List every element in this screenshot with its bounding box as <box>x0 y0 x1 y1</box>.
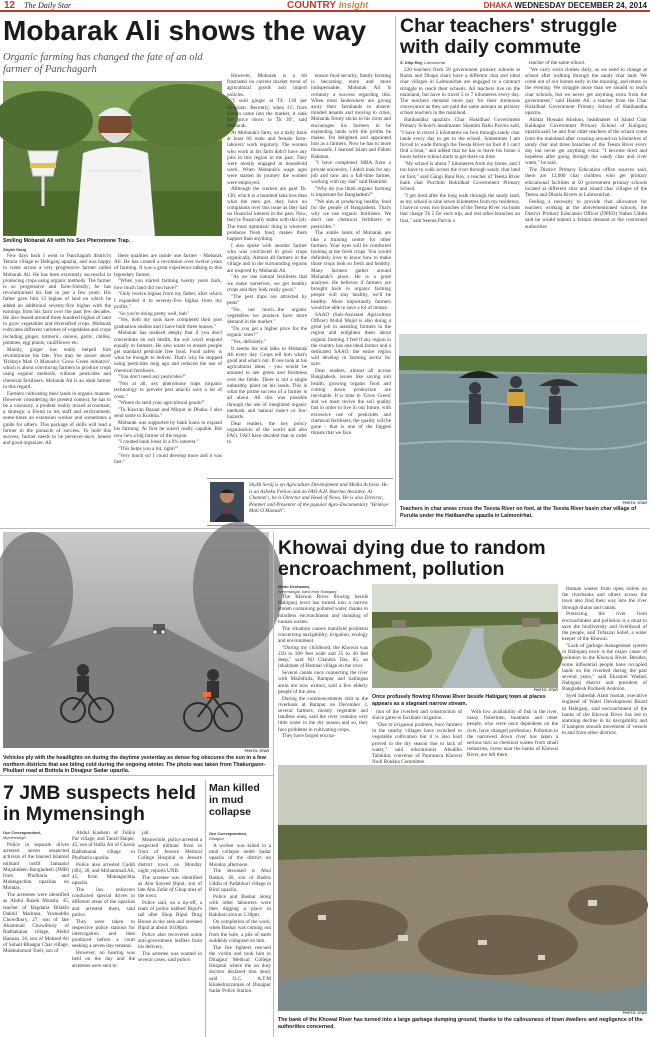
byline-name: Minto Deshwara, <box>278 584 310 589</box>
paragraph: "We aim at producing healthy food for the people of Bangladesh. That's why we use organic fertilisers. We don't use chemical fertilisers or pesticides." <box>311 198 391 230</box>
paragraph: A worker was killed in a mud collapse under Sadar upazila of the district on Monday afternoon. <box>209 843 271 868</box>
byline-location: Mymensingh <box>3 835 26 840</box>
mobarak-photo <box>3 81 222 236</box>
author-infobox <box>207 478 393 526</box>
byline-location: Lalmonirhat <box>424 60 446 65</box>
paragraph: Syed Saheduk Alam Suman, executive engineer of Water Development Board in Habiganj, said encroachment of the banks of the Khowai River has led to alarming decline in its navigability and if hampers smooth movement of vessels to and from other districts. <box>562 693 647 737</box>
paragraph: However, Mobarak is a bit frustrated on current market trend of agricultural goods and import policies. <box>227 73 307 98</box>
khowai-headline: Khowai dying due to random encroachment, pollution <box>278 537 546 580</box>
paragraph: Police also arrested Cuddi (Jlb), 30, and Mohammad Ali, 45, from Muktagachha upazila. <box>72 861 135 887</box>
paragraph: On completion of the work, when Bashar was coming out from the hole, a pile of earth suddenly collapsed on him. <box>209 919 271 944</box>
paragraph: Meanwhile, police arrested a suspected militant from in front of Jessore Medical College Hospital in Jessore district town on Monday night, reports UNB. <box>138 836 202 874</box>
paragraph: 220 teachers from 50 government primary schools at Ruma and Dhapa chars have a different chat and ideal char villages in Lalmonirhat are engaged to a contract struggle to reach their schools. All teachers live on the mainland, but have to travel 5 to 7 kilometres every day. The teachers demand more pay for their strenuous conveyance as they are paid the same amount as primary school teachers in the mainland. <box>400 67 520 117</box>
dateline <box>484 1 647 10</box>
farmer-illustration <box>3 81 222 236</box>
paragraph: "Where do send your agricultural goods?" <box>118 400 206 407</box>
teachers-photo-caption: Teachers in char areas cross the Teesta River on foot, at the Teesta River basin char village of Purulia under the Hatibandha upazila in Lalmonirhat. <box>400 506 637 519</box>
byline-location: Sreemangal, back from Habiganj <box>278 589 337 594</box>
fog-photo-credit: PHOTO: STAR <box>244 749 269 753</box>
paragraph: "No, not much...the organic vegetables we produce have more demand in the market." <box>227 306 307 326</box>
paragraph: "Due to irrigation problem, boro farmers in the nearby villages have switched to vegetable cultivation but it is also hard proved to the dry season due to lack of water," said educationist Abuddin Talukdar, convenor of Paurasava Khowai Nodi Bokkha Committee. <box>372 722 462 766</box>
byline-name: S. Dilip Roy, <box>400 60 424 65</box>
column-divider <box>205 780 206 1037</box>
khowai-photo <box>372 584 558 688</box>
paragraph: "I created bank loner in a 6% interest." <box>118 439 199 446</box>
paragraph: The arable lands of Mobarak are like a training centre for other farmers. Your eyes will be comforted looking at the fresh crops. You would definitely love to know how to make those crops look so fresh and healthy. Many farmers gather around Mobarak's place. He is a great analyser. He believes if farmers are brought back to organic farming people will stay healthy, we'll be healthy. More importantly farmers would be able to save a lot of money. <box>311 230 391 311</box>
paragraph: Police said, on a tip-off, a team of police nabbed Bipul's tail after Shop Bipul Drug House in the area and arrested Bipul at about 10.00pm. <box>138 900 202 931</box>
paragraph: teacher of the same school. <box>529 60 586 66</box>
paragraph: Several canals once connecting the river with Maiinfulla, Bampur and Saltingan areas are now extinct, said a few elderly people of the area. <box>278 670 368 695</box>
paragraph: Mobarak was supported by bank loans to expand his farming. At first he wasn't really capable. But now he's a big farmer of the region. <box>114 420 222 439</box>
mobarak-col2 <box>114 253 222 548</box>
paragraph: The situation causes manifold problems concerning navigability, irrigation, ecology and environment. <box>278 625 368 645</box>
jmb-col3 <box>138 830 202 1037</box>
paragraph: Few days back I went to Panchagarh district's Tetulia village to Debiganj upazila, and was happy to come across a very progressive farmer called Mobarak Ali. He has been extremely successful in producing crops using organic methods. The farmer is so progressive and farm-friendly; he has revolutionised his fate in just a few years. His father gave him 12 bighas of land on which he added an additional seventy-five bighas with the earnings from his farm over the past few decades. He also leased around three hundred bighas of land to grow vegetables and diversified crops. Mobarak cultivates different varieties of vegetables and crops including ginger, turmeric, onions, garlic, chilies, potatoes, egg plants, cauliflower etc. <box>3 253 111 346</box>
river-crossing-illustration <box>399 334 647 500</box>
paragraph: Feeling a necessity to provide char allowance for teachers working at the abovementioned schools, the District Primary Education Officer (DPEO) Nabez Uddin said he would submit a formal demand to the concerned authorities <box>525 198 647 230</box>
khowai-garbage-photo <box>278 765 647 1011</box>
author-portrait <box>210 482 244 522</box>
paragraph: Although the women are paid Tk. 130, which is a hundred taka less than what the men get, they have no complaints over this issue as they had no financial interest in the past. Now, they're financially stable with this job. The most optimistic thing is whoever produces fresh food, makes them happier than anything. <box>227 186 307 243</box>
paragraph: "I get tired after the long walk through the sandy land, as my school is nine seven kilometres from my residence. I have to cross two branches of the Teesta River via boats that charge Tk 5 for each trip, and rest other branches on foot," said Seema Parvin a <box>400 192 520 224</box>
paragraph: At Mobarak's farm, on a daily basis at least 60 male and female farm-laborers' work regularly. The women who work at his farm didn't have any jobs in this region in the past. They were mostly engaged in household work. When Mobarak's wage ages were started its journey the women were employed. <box>227 130 307 186</box>
khowai-garbage-photo-credit: PHOTO: STAR <box>622 1011 647 1015</box>
paragraph: The arrestees were identified as Abdul Razek Munshi, 45, teacher of Bagdaria Bilakhi Dakhil Madrasa, Yusnuddin Chowdhury, 27, son of late Ahammad Chowdhury of Radhakanai village, Abdul Hannan, 26, son of Moksed Ali of Sohail Bhaagar Char village, Mokbulnmod Toeli, son of <box>3 892 69 955</box>
khowai-col3 <box>467 709 558 761</box>
garbage-bank-illustration <box>278 765 647 1011</box>
teachers-photo-credit: PHOTO: STAR <box>622 501 647 505</box>
khowai-photo-credit: PHOTO: STAR <box>533 688 558 692</box>
foggy-road-illustration <box>3 532 269 748</box>
teachers-col2 <box>525 60 647 332</box>
paragraph: "To Kawran Bazaar and Mirpur in Dhaka. I also send some to Kushtia." <box>114 407 222 420</box>
fog-photo-caption: Vehicles ply with the headlights on during the daytime yesterday as dense fog obscures the sun in a few northern districts that see biting cold during the ongoing winter. The photo was taken from Thakurgaon-Phulbari road at Bottola in Dinajpur Sadar upazila. <box>3 755 266 775</box>
byline-name: Our Correspondent, <box>3 830 42 835</box>
paragraph: The fire fighters rescued the victim and took him to Dinajpur Medical College Hospital where the on duty doctors declared him dead, said O.C. A.T.M Khaledruzzaman of Dinajpur Sadar Police Station. <box>209 944 271 995</box>
paragraph: Akhtar Hossain Khokon, headmaster of Island Char Kalikapur Government Primary School of Kaligonj upazila said, he and four other teachers of the school come from the mainland after crossing around six kilometres of sandy char and three branches of the Teesta River every day but never get anything extra. "I become tired and hopeless after going through the sandy char and river water," he said. <box>525 117 647 167</box>
khowai-photo-caption: Once profusely flowing Khowai River beside Habiganj town at places appears as a stagnant narrow stream. <box>372 694 546 707</box>
mobarak-deck: Organic farming has changed the fate of an old farmer of Panchagarh <box>3 52 203 75</box>
mobarak-col1 <box>3 253 111 548</box>
teachers-col1 <box>400 67 520 332</box>
paragraph: During the commencements visit to the riverbank at Bampur on December 3, several farmers, mostly vegetable and landless ones, said the river contains very little water in the dry season and so, they face problems in cultivating crops. <box>278 695 368 733</box>
jmb-col2 <box>72 830 135 1037</box>
paragraph: "I sold ginger at Tk. 130 per kilogram. Recently, when I.C from Kerala came into the market, it sank the price down to Tk 30", said Mobarak. <box>227 98 307 130</box>
paragraph: They have forged encroa- <box>282 733 336 740</box>
paragraph: "Only twelve bighas from my father, after which I expanded it to seventy-five bighas from my profits." <box>114 291 222 310</box>
paragraph: "The pest traps are attracted by pests" <box>227 293 307 306</box>
paragraph: "You don't need any pesticides?" <box>118 374 187 381</box>
mobarak-byline: Shykh Seraj <box>3 247 26 252</box>
paragraph: The arrestee was identified as Abu Sayeed Bipul, son of late Abu Zafar of Ghop area of the town. <box>138 874 202 900</box>
paragraph: "This helps you a lot, right?" <box>118 446 178 453</box>
paragraph: They were taken to respective police stations for interrogation and then produced before a court seeking a seven-day remand. <box>72 918 135 950</box>
teachers-byline <box>400 60 520 65</box>
dateline-city: DHAKA <box>483 1 513 10</box>
column-divider <box>395 16 396 527</box>
khowai-col4 <box>562 586 647 761</box>
mobarak-headline: Mobarak Ali shows the way <box>3 15 367 46</box>
jmb-headline: 7 JMB suspects held in Mymensingh <box>3 782 196 825</box>
paragraph: The arrestee was wanted in several cases, said police. <box>138 950 202 964</box>
khowai-col1 <box>278 594 368 761</box>
paragraph: The deceased is Abul Bashar, 40, son of Badriz Uddin of Padabhari village in Birol upazila. <box>209 868 271 894</box>
section-divider <box>0 528 650 529</box>
paragraph: Abdul Kashem of Tulkia Par village, and Tanzil Haque, 45, son of Hafiz Ali of Chawk Radhakanai village in Phulbaria upazila. <box>72 830 135 861</box>
paragraph: Hatibandha upazila's Char Hokidhad Government Primary School's headmaster Shamim Rahu Parvez said, "I have to travel 5 kilometres on foot through sandy char lands every day to get to the school. Sometimes I am forced to wade through the Teesta River on foot if I can't find a boat," and added that he has to leave his home 3 hours before school starts to get there on time. <box>400 117 520 161</box>
paragraph: "When you started farming twenty years back, how much land did you have?" <box>114 278 222 291</box>
paragraph: Dear readers, the key policy organisation of the world and also FAO, FAO have decided that in order to <box>227 420 307 446</box>
byline-location: Dinajpur <box>209 836 224 841</box>
paragraph: these qualities are inside one farmer - Mobarak Ali. He has created a revolution over twelve years of farming. It was a great experience talking to this legendary farmer. <box>114 253 222 278</box>
paragraph: jail. <box>142 830 150 836</box>
mobarak-col3 <box>227 73 307 478</box>
paragraph: However, no hearing was held on the day and the arrestees were sent to <box>72 950 135 969</box>
jmb-col1 <box>3 842 69 1037</box>
paragraph: Police in separate drives arrested seven suspected activists of the banned Islamist militant outfit Jamaatul Mujahideen Bangladesh (JMB) from Phulbaria and Muktagachha upazilas on Monday. <box>3 842 69 892</box>
masthead-bar <box>0 0 650 12</box>
author-bio: Shykh Seraj is an Agriculture Development and Media Activist. He is an Ashoka Fellow and an FAO A.H. Boerma Awardee. At Channel i, he is Director and Head of News. He is also Director, Planner and Presenter of the popular Agro-Documentary "Hridoye Mati O Manush". <box>249 482 389 515</box>
paragraph: tion of the riverbed and construction of sluice gates to facilitate irrigation. <box>372 709 462 722</box>
paragraph: "As we use natural fertilisers that we make ourselves, we get healthy crops and they look really good." <box>227 274 307 293</box>
section-subtitle: Insight <box>338 0 369 10</box>
paragraph: "Very much so! I could develop more and it was fast." <box>114 453 222 466</box>
paragraph: "We carry extra clothes daily, as we need to change at school after walking through the sandy char land. We come out of our homes early in the morning, and return in the evening. We struggle more than we should to reach char schools, but we never get anything extra from the government," said Haider Ali, a teacher from the Char Hokidhad Government Primary School of Hatibandha upazila. <box>525 66 647 117</box>
paragraph: Protecting the river from encroachment and pollution is a must to save the biodiversity and livelihood of the people, said Tofazzal Sohel, a water keeper of the Khowai. <box>562 611 647 643</box>
paragraph: ensure food security, family farming is becoming more and more indispensable. Mobarak Ali is certainly a success regarding this. When most landowners are giving away their farmlands to absent-minded tenants and moving to cities, Mobarak firmly sticks to his roots and encourages his farmers to be expanding lands with the profits he makes. I'm delighted and appointed him as a farmers. Now he has to more thousands. I learned Islam and Fahmi Rahman. <box>311 73 391 160</box>
paragraph: I also spoke with another farmer who was convinced to grow crops organically. Almost all farmers in the village and in the surrounding regions are inspired by Mobarak Ali. <box>227 242 307 274</box>
teachers-headline: Char teachers' struggle with daily commute <box>400 15 618 58</box>
paragraph: "Why do you think organic farming is important for Bangladesh?" <box>311 185 391 199</box>
mobarak-photo-caption: Smiling Mobarak Ali with his Sex Pheromone Trap. <box>3 238 131 244</box>
paragraph: "My school is about 7 kilometres from my home, and I too have to walk across the river through sandy char land on foot," said Gangi Rani Roy, a teacher of Teesta River bank char Purchim Hokidhad Government Primary School. <box>400 161 520 193</box>
fog-photo <box>3 532 269 748</box>
byline-name: Our Correspondent, <box>209 831 248 836</box>
paragraph: It seems the soil talks to Mobarak Ali every day. Crops tell him what's good and what's not. If one look at his agricultural ideas - you would be amazed to see green and freshness over the fields. There is not a single unhealthy plant on his lands. This is what the prime success of a farmer is all about. All this was possible through the use of integrated organic methods and natural insect or bio-hazards. <box>227 345 307 420</box>
paragraph: Police and Bashar along with other labourers were then digging a place in Balubari area at 3.30pm. <box>209 893 271 919</box>
paragraph: "Not at all, sex pheromone traps (organic technology to prevent pest attack) save a lot of costs." <box>114 381 222 400</box>
river-stream-illustration <box>372 584 558 688</box>
khowai-col2 <box>372 709 462 766</box>
page-number: 12 <box>4 0 16 11</box>
mud-headline: Man killed in mud collapse <box>209 782 260 818</box>
portrait-illustration <box>210 482 244 522</box>
paragraph: "Lack of garbage management system in Habiganj town is the major cause of pollution in the Khowai River. Besides, some influential people have occupied lands on the riverbed during the past several years," said Ekramul Wadud, Habiganj district unit president of Bangladesh Paribesh Andolon. <box>562 643 647 693</box>
paragraph: "Yes, both my sons have completed their post graduation studies and I have built three houses." <box>114 317 222 330</box>
section-title <box>287 0 368 11</box>
section-divider <box>0 775 273 776</box>
paragraph: "I have completed MBA from a private university. I didn't look for any job and now am a full-time farmer, working with my dad" said Hamidul. <box>311 160 391 186</box>
mobarak-col4 <box>311 73 391 478</box>
paragraph: Police also recovered some anti-government leaflets from his delivery. <box>138 931 202 951</box>
paragraph: The District Primary Education office sources said, there are 12,000 char children who get primary educational facilities at 50 government primary schools located at different char and island char villages of the Teesta and Dharla Rivers in Lalmonirhat. <box>525 167 647 199</box>
paragraph: SAAO (Sub-Assistant Agriculture Officer) Abdul Majid is also doing a great job in assisting farmers in the region and enlighten them about organic farming. I feel if any region in the country has one ideal farmer and a dedicated SAAO, the entire region will develop in farming sector for sure. <box>311 311 391 368</box>
khowai-byline <box>278 584 368 594</box>
column-divider <box>273 532 274 1037</box>
paragraph: The law enforcers conducted special drives in different areas of the upazilas and arrested them, said police. <box>72 887 135 918</box>
paper-name: The Daily Star <box>24 1 72 10</box>
teachers-photo <box>399 334 647 500</box>
paragraph: Human wastes from open toilets on the riverbanks and others across the town also find their way into the river through drains and canals. <box>562 586 647 611</box>
paragraph: The Khowai River flowing beside Habiganj town has turned into a narrow stream containing polluted water, thanks to mindless encroachment and dumping of human wastes. <box>278 594 368 625</box>
paragraph: "So you're doing pretty well, huh" <box>118 310 189 317</box>
paragraph: "Do you get a higher price for the organic ones?" <box>227 325 307 339</box>
section-name: COUNTRY <box>287 0 336 11</box>
dateline-date: WEDNESDAY DECEMBER 24, 2014 <box>514 1 647 10</box>
mud-byline <box>209 831 271 841</box>
paragraph: Dear readers, almost all across Bangladesh, issues like saving soil health, growing organic food and cutting down production are inevitable. It is time to 'Grow Green' and we must revive the soil quality fast in order to live in our future, with excessive use of pesticides and chemical fertilisers, the quality will be gone - that is one of the biggest threats that we face. <box>311 368 391 437</box>
paragraph: Farmers cultivating their lands in organic manner. However considering the present context, he has to be a visionary, a prudent reality mixed accountant, a strategic a friend to his staff and environment, some-times an extension worker and sometimes a guide for others. This package of skills will lead a farmer in the pinnacle of success. To hold this success, farmer needs to be persever-ance, honest and good organizer. All <box>3 390 111 447</box>
paragraph: "Yes, definitely." <box>231 338 267 345</box>
paragraph: "During my childhood, the Khowai was 250 to 300 feet wide and 25 to 40 feet deep," said Nil Chandra Das, 85, an inhabitant of Bamnai village on the river. <box>278 644 368 670</box>
paragraph: Mainly, ginger has really helped him revolutionise his fate. You may be aware about 'Hridoye Mati O Manush's 'Grow Green initiative', which is about convincing farmers to produce crops using organic methods, without pesticides and chemical fertilisers. Mobarak Ali is an ideal farmer in this regard. <box>3 346 111 390</box>
paragraph: With low availability of fish in the river, many fishermen, boatmen and other people, who were once dependent on the river, have changed profession. Pollution in the narrowed down river has taken a serious turn as chemical wastes from small industries, ovens near the banks of Khowai River, are left there. <box>467 709 558 759</box>
khowai-garbage-photo-caption: The bank of the Khowai River has turned into a large garbage dumping ground, thanks to the callousness of town dwellers and negligence of the authorities concerned. <box>278 1017 643 1030</box>
mud-col1 <box>209 843 271 1037</box>
paragraph: Mobarak has realised deeply that if you don't concentrate on soil health, the soil won't respond equally to farmers. He also wants to ensure people get standard pesticide free food. Food safety is what he thought to deliver. That's why he stopped using pesticides long ago and reduced the use of chemical fertilisers. <box>114 330 222 374</box>
